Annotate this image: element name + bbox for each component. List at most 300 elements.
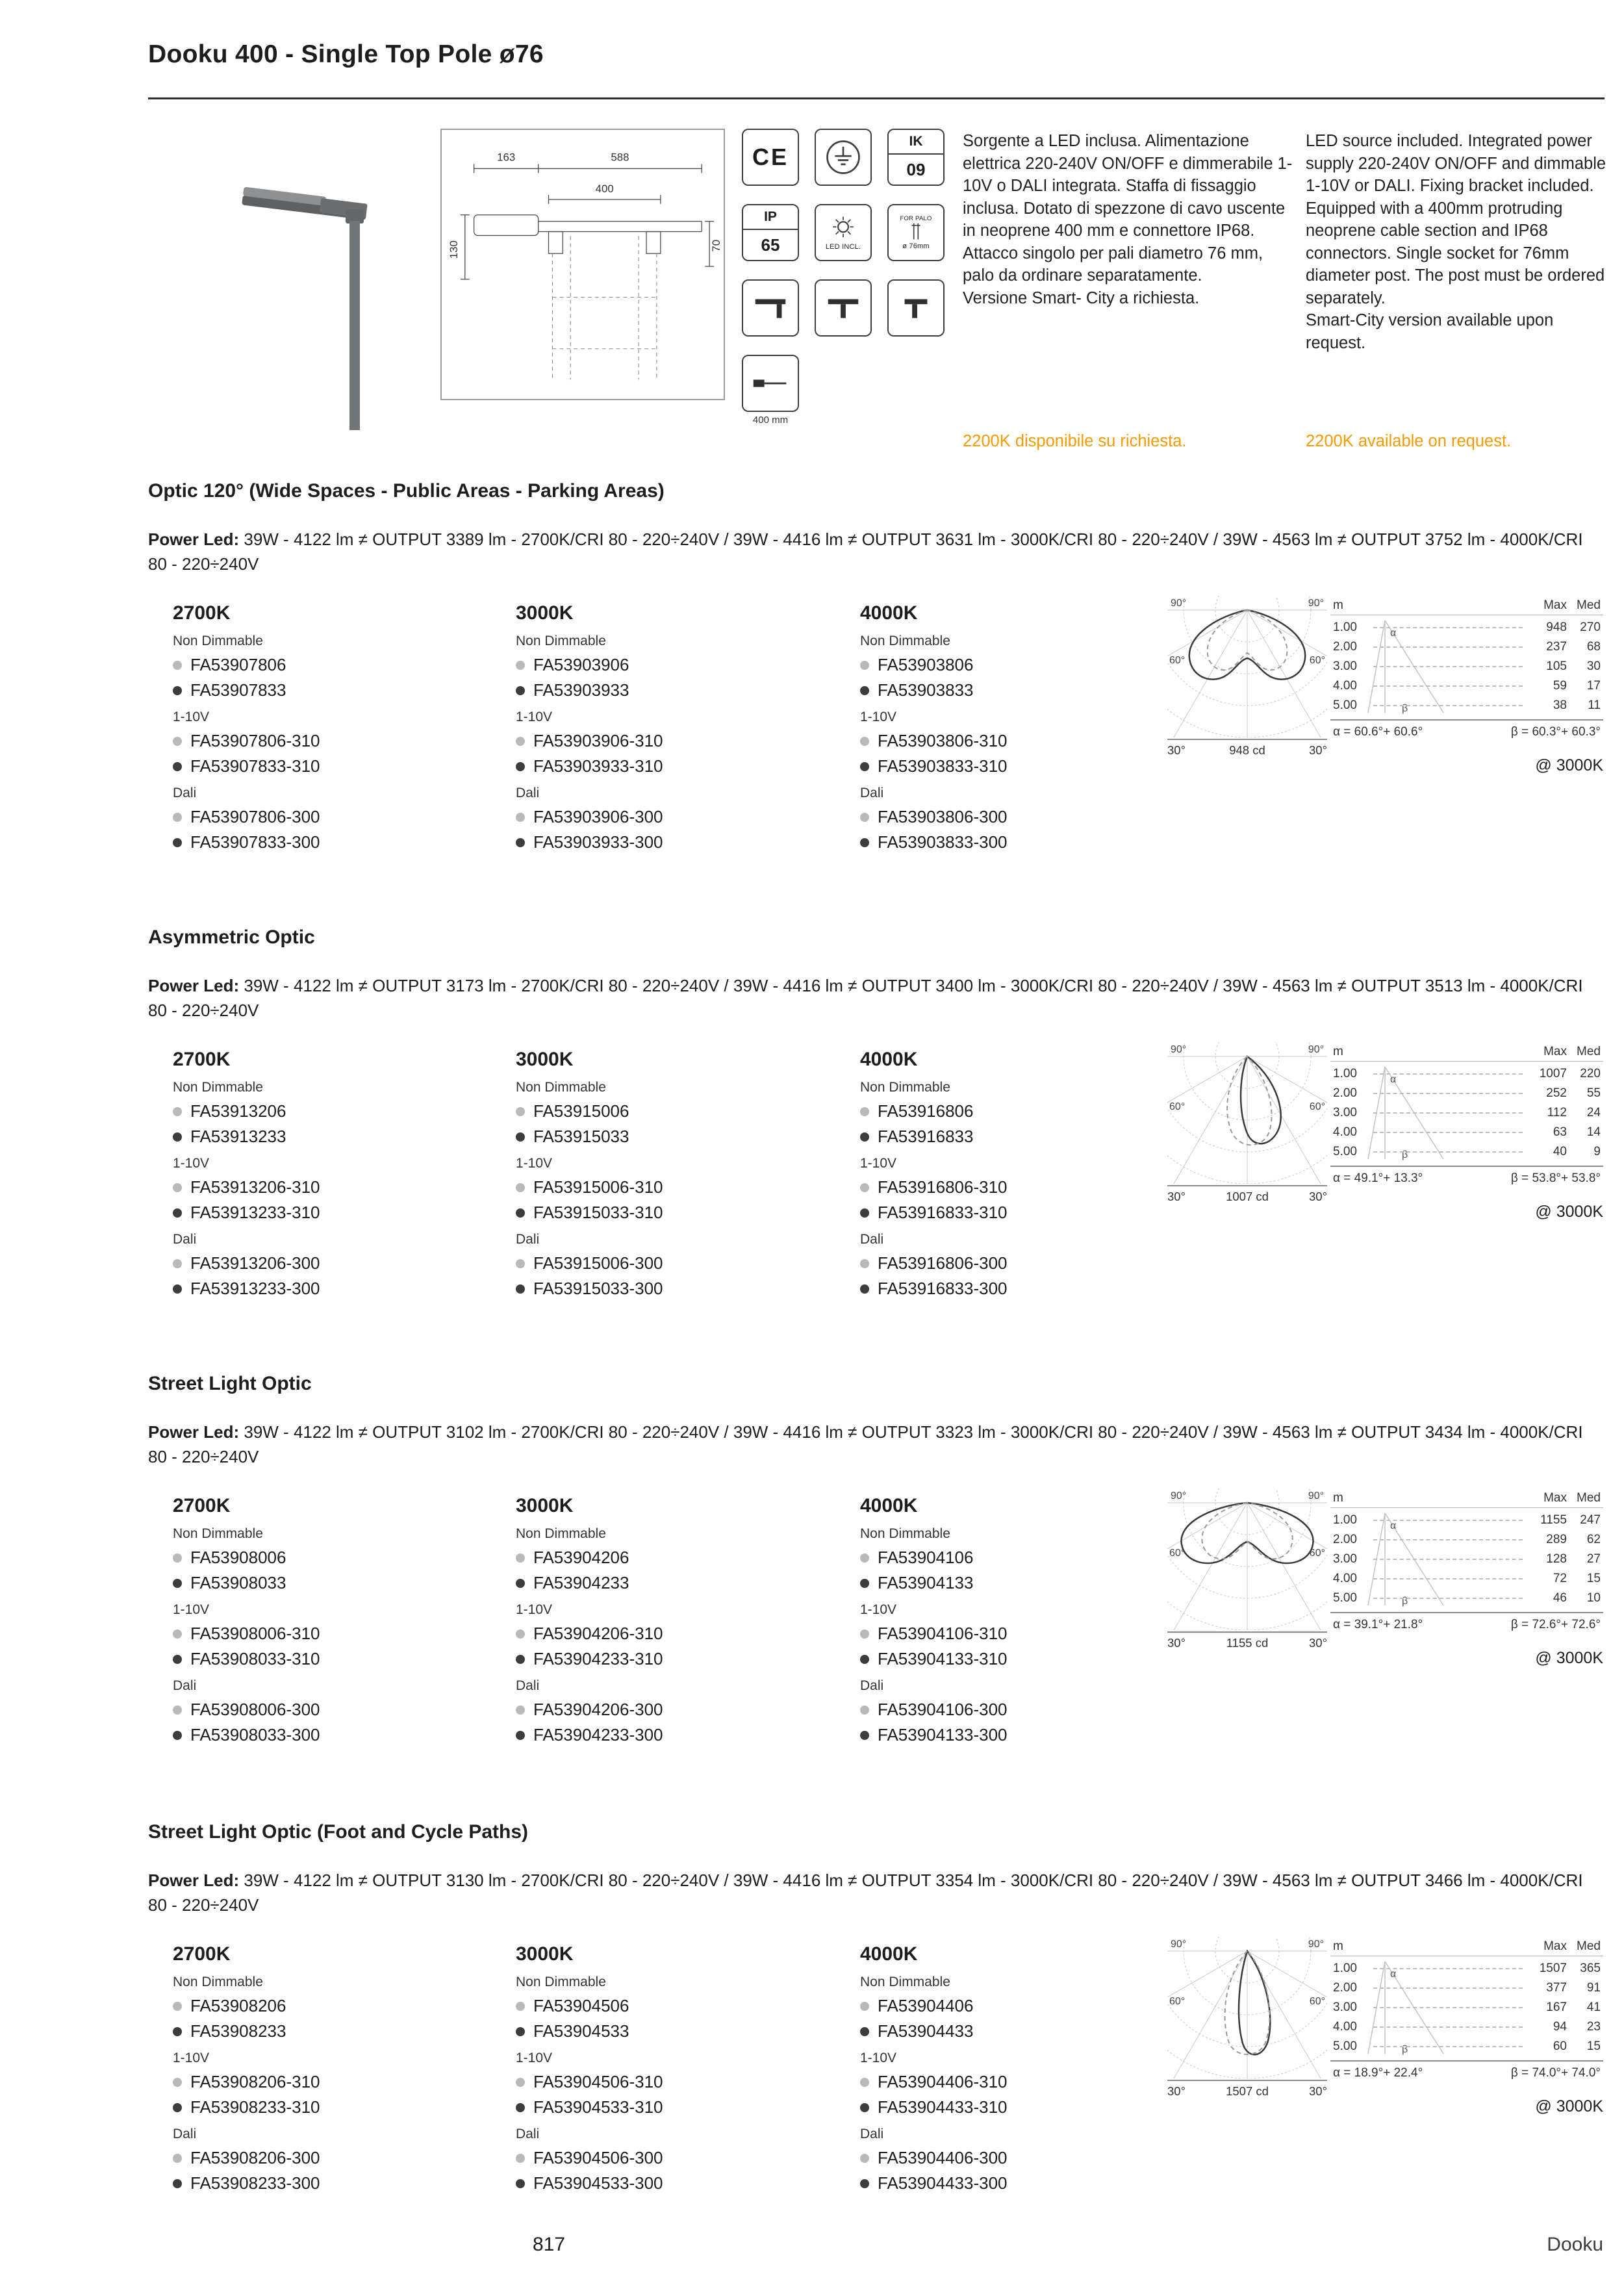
dimming-label: 1-10V: [860, 2050, 897, 2065]
product-row: [173, 2145, 504, 2171]
table-row: [1333, 1511, 1601, 1530]
distance-value: 5.00: [1333, 1591, 1357, 1605]
description-english: [1306, 130, 1607, 450]
finish-dot: [860, 1132, 869, 1142]
finish-dot: [173, 762, 182, 771]
table-rows: [1330, 1062, 1603, 1163]
angle-label: 90°: [1308, 1044, 1324, 1055]
temp-column: [516, 1943, 847, 2196]
finish-dot: [173, 838, 182, 847]
ik-rating: [887, 129, 945, 186]
photometry-block: [1167, 1488, 1606, 1813]
angle-label: 60°: [1169, 1548, 1186, 1559]
product-row: [173, 1545, 504, 1570]
dim-height: 130: [447, 240, 460, 259]
angle-label: 60°: [1169, 1996, 1186, 2007]
product-row: [173, 1124, 504, 1149]
table-row: [1333, 657, 1601, 676]
med-value: 91: [1586, 1981, 1601, 1995]
alpha-symbol: α: [1390, 1074, 1397, 1085]
dimming-label: 1-10V: [516, 1156, 553, 1171]
product-code: FA53904106: [878, 1548, 974, 1567]
dimming-label: Dali: [173, 1232, 197, 1247]
col-m: m: [1333, 1939, 1343, 1953]
product-row: [516, 754, 847, 779]
product-row: [860, 1200, 1191, 1225]
temp-header: 4000K: [860, 1943, 918, 1965]
finish-dot: [516, 1731, 525, 1740]
candela-strip: [1167, 1185, 1327, 1204]
product-list: [860, 1545, 1191, 1596]
finish-dot: [516, 838, 525, 847]
product-list: [516, 2145, 847, 2196]
table-row: [1333, 1530, 1601, 1550]
product-row: [860, 1722, 1191, 1748]
illuminance-table: [1330, 596, 1603, 775]
product-list: [173, 804, 504, 855]
max-value: 60: [1553, 2039, 1567, 2053]
finish-dot: [173, 1259, 182, 1268]
product-code: FA53903806-310: [878, 731, 1008, 750]
polar-chart-svg: [1167, 1937, 1327, 2078]
angle-label: 60°: [1309, 1101, 1325, 1112]
product-code: FA53908206-300: [190, 2148, 320, 2167]
angle-label: 90°: [1171, 1044, 1187, 1055]
med-value: 247: [1580, 1513, 1601, 1527]
product-row: [860, 1124, 1191, 1149]
product-code: FA53903933-310: [533, 756, 663, 776]
angle-label: 90°: [1308, 598, 1324, 609]
distance-value: 4.00: [1333, 679, 1357, 693]
power-led-specs: 39W - 4122 lm ≠ OUTPUT 3130 lm - 2700K/CRI 80 - 220÷240V / 39W - 4416 lm ≠ OUTPUT 3354 lm - 3000K/CRI 80 - 220÷240V / 39W - 4563 lm ≠ OUTPUT 3466 lm - 4000K/CRI 80 - 220÷240V: [148, 1871, 1583, 1915]
product-row: [173, 2171, 504, 2196]
alpha-symbol: α: [1390, 1520, 1397, 1531]
finish-dot: [516, 1259, 525, 1268]
product-code: FA53903833: [878, 680, 974, 700]
product-code: FA53908233: [190, 2021, 286, 2041]
description-text-it: Sorgente a LED inclusa. Alimentazione elettrica 220-240V ON/OFF e dimmerabile 1-10V o DALI integrata. Staffa di fissaggio inclusa. Dotato di spezzone di cavo uscente in neoprene 400 mm e connettore IP68. Attacco singolo per pali diametro 76 mm, palo da ordinare separatamente.: [963, 132, 1293, 285]
product-row: [173, 1697, 504, 1722]
finish-dot: [173, 1655, 182, 1664]
product-code: FA53904406-300: [878, 2148, 1008, 2167]
max-value: 1007: [1539, 1067, 1567, 1080]
product-list: [516, 1175, 847, 1225]
product-code: FA53908033-310: [190, 1649, 320, 1668]
table-row: [1333, 618, 1601, 637]
ip-label: IP: [743, 205, 798, 230]
product-row: [173, 652, 504, 678]
product-row: [173, 754, 504, 779]
dimming-label: 1-10V: [860, 709, 897, 724]
max-value: 237: [1546, 640, 1567, 654]
pole-symbol-svg: [905, 222, 927, 240]
max-value: 40: [1553, 1145, 1567, 1158]
max-value: 59: [1553, 679, 1567, 693]
product-list: [173, 2145, 504, 2196]
finish-dot: [860, 686, 869, 695]
product-code: FA53915033: [533, 1127, 629, 1146]
product-code: FA53904106-310: [878, 1624, 1008, 1643]
product-row: [516, 830, 847, 855]
dash-line: [1373, 1559, 1523, 1560]
dash-line: [1373, 705, 1523, 706]
ground-symbol-svg: [824, 138, 862, 176]
dimming-label: Non Dimmable: [516, 1974, 606, 1989]
angle-label: 90°: [1171, 1490, 1187, 1501]
finish-dot: [860, 1183, 869, 1192]
product-list: [173, 1697, 504, 1748]
product-code: FA53915033-310: [533, 1203, 663, 1222]
finish-dot: [860, 813, 869, 822]
power-led-specs: 39W - 4122 lm ≠ OUTPUT 3102 lm - 2700K/CRI 80 - 220÷240V / 39W - 4416 lm ≠ OUTPUT 3323 lm - 3000K/CRI 80 - 220÷240V / 39W - 4563 lm ≠ OUTPUT 3434 lm - 4000K/CRI 80 - 220÷240V: [148, 1422, 1583, 1466]
product-list: [173, 728, 504, 779]
dash-line: [1373, 2007, 1523, 2008]
product-code: FA53903906: [533, 655, 629, 674]
finish-dot: [860, 1706, 869, 1715]
temp-column: [860, 1943, 1191, 2196]
product-code: FA53904133-310: [878, 1649, 1008, 1668]
product-list: [860, 1175, 1191, 1225]
product-row: [860, 2069, 1191, 2095]
angle-label: 30°: [1167, 2084, 1186, 2098]
col-med: Med: [1577, 1490, 1601, 1505]
angle-label: 30°: [1309, 1636, 1327, 1650]
table-header: [1330, 596, 1603, 615]
table-header: [1330, 1488, 1603, 1508]
product-code: FA53908206: [190, 1996, 286, 2015]
finish-dot: [516, 2002, 525, 2011]
finish-dot: [860, 1731, 869, 1740]
product-row: [516, 1621, 847, 1646]
distance-value: 1.00: [1333, 1067, 1357, 1080]
product-row: [173, 728, 504, 754]
product-row: [173, 1251, 504, 1276]
product-row: [860, 1697, 1191, 1722]
dimming-label: Non Dimmable: [860, 1080, 950, 1095]
product-list: [173, 1993, 504, 2044]
table-row: [1333, 1123, 1601, 1142]
table-row: [1333, 1589, 1601, 1608]
finish-dot: [516, 686, 525, 695]
dimming-label: Non Dimmable: [860, 1974, 950, 1989]
product-list: [173, 652, 504, 703]
product-list: [860, 1099, 1191, 1149]
beta-value: β = 60.3°+ 60.3°: [1510, 725, 1601, 739]
dimming-label: Non Dimmable: [516, 1080, 606, 1095]
temp-column: [173, 1049, 504, 1301]
finish-dot: [516, 2027, 525, 2036]
product-row: [860, 1646, 1191, 1672]
product-photo: [208, 164, 429, 437]
dimming-label: Non Dimmable: [516, 1526, 606, 1541]
med-value: 27: [1586, 1552, 1601, 1566]
product-row: [516, 1200, 847, 1225]
dimming-label: Dali: [173, 786, 197, 800]
distance-value: 1.00: [1333, 1513, 1357, 1527]
polar-grid: [1167, 1042, 1327, 1184]
power-led-label: Power Led:: [148, 1871, 240, 1890]
finish-dot: [516, 1629, 525, 1639]
footer-brand: Dooku: [1547, 2234, 1603, 2255]
finish-dot: [860, 1107, 869, 1116]
temp-header: 4000K: [860, 602, 918, 624]
distance-value: 1.00: [1333, 1961, 1357, 1975]
dash-line: [1373, 1598, 1523, 1599]
product-list: [860, 1993, 1191, 2044]
product-row: [173, 1646, 504, 1672]
product-code: FA53907833-300: [190, 832, 320, 852]
dim-head: 163: [497, 151, 516, 164]
product-code: FA53903833-310: [878, 756, 1008, 776]
product-code: FA53908006-300: [190, 1700, 320, 1719]
finish-dot: [860, 2154, 869, 2163]
finish-dot: [173, 1579, 182, 1588]
angle-label: 30°: [1309, 743, 1327, 757]
angle-label: 90°: [1171, 598, 1187, 609]
note-2200k-en: 2200K available on request.: [1306, 432, 1512, 450]
mount-option-c-icon: [887, 279, 945, 337]
max-value: 1507: [1539, 1961, 1567, 1975]
product-row: [516, 1545, 847, 1570]
product-code: FA53907806-300: [190, 807, 320, 826]
product-code: FA53916833-300: [878, 1279, 1008, 1298]
product-list: [516, 2069, 847, 2120]
finish-dot: [516, 2154, 525, 2163]
col-max: Max: [1543, 1939, 1567, 1953]
temp-note: @ 3000K: [1535, 756, 1603, 774]
distance-value: 5.00: [1333, 698, 1357, 712]
illuminance-table: [1330, 1937, 1603, 2116]
product-row: [173, 804, 504, 830]
med-value: 220: [1580, 1067, 1601, 1080]
beta-value: β = 53.8°+ 53.8°: [1510, 1171, 1601, 1185]
product-list: [173, 1621, 504, 1672]
product-code: FA53915006: [533, 1101, 629, 1121]
beam-angles: [1330, 2060, 1603, 2080]
product-row: [516, 804, 847, 830]
temp-header: 2700K: [173, 1495, 231, 1516]
section-title: Optic 120° (Wide Spaces - Public Areas - Parking Areas): [148, 480, 665, 502]
dim-pole: 70: [709, 239, 722, 252]
dimming-label: Dali: [173, 1678, 197, 1693]
dash-line: [1373, 1132, 1523, 1133]
col-med: Med: [1577, 1044, 1601, 1058]
product-row: [860, 728, 1191, 754]
finish-dot: [173, 2103, 182, 2112]
dash-line: [1373, 1073, 1523, 1075]
max-value: 128: [1546, 1552, 1567, 1566]
finish-dot: [516, 813, 525, 822]
angle-label: 60°: [1169, 655, 1186, 666]
ce-mark-icon: [742, 129, 799, 186]
temp-header: 4000K: [860, 1049, 918, 1070]
med-value: 11: [1588, 698, 1601, 712]
finish-dot: [173, 1132, 182, 1142]
alpha-value: α = 39.1°+ 21.8°: [1333, 1618, 1423, 1631]
finish-dot: [173, 1731, 182, 1740]
product-row: [173, 1175, 504, 1200]
product-code: FA53913233-300: [190, 1279, 320, 1298]
product-code: FA53913206-300: [190, 1253, 320, 1273]
max-value: 377: [1546, 1981, 1567, 1995]
finish-dot: [516, 2078, 525, 2087]
product-code: FA53904233-300: [533, 1725, 663, 1744]
section-asymmetric-optic: [148, 926, 1606, 1373]
product-row: [860, 678, 1191, 703]
product-row: [860, 2095, 1191, 2120]
for-pole-label: FOR PALO: [900, 215, 932, 222]
product-row: [860, 1099, 1191, 1124]
temp-note: @ 3000K: [1535, 2097, 1603, 2115]
dimming-label: 1-10V: [860, 1156, 897, 1171]
distance-value: 2.00: [1333, 1981, 1357, 1995]
product-row: [860, 2145, 1191, 2171]
med-value: 15: [1586, 1572, 1601, 1585]
product-code: FA53907806-310: [190, 731, 320, 750]
product-list: [516, 1621, 847, 1672]
candela-value: 1155 cd: [1226, 1636, 1269, 1650]
angle-label: 90°: [1308, 1490, 1324, 1501]
photometry-block: [1167, 1937, 1606, 2262]
max-value: 105: [1546, 659, 1567, 673]
beam-curve-c0: [1239, 1951, 1270, 2054]
temp-column: [860, 602, 1191, 855]
product-code: FA53903933-300: [533, 832, 663, 852]
finish-dot: [173, 737, 182, 746]
dimming-label: 1-10V: [173, 709, 210, 724]
product-list: [860, 652, 1191, 703]
table-rows: [1330, 1956, 1603, 2058]
product-row: [516, 2095, 847, 2120]
led-included-label: LED INCL.: [825, 242, 861, 251]
beam-angles: [1330, 719, 1603, 739]
med-value: 30: [1586, 659, 1601, 673]
product-row: [516, 1570, 847, 1596]
dash-line: [1373, 1151, 1523, 1153]
finish-dot: [173, 1706, 182, 1715]
product-row: [516, 2069, 847, 2095]
product-code: FA53903906-300: [533, 807, 663, 826]
power-led-specs: 39W - 4122 lm ≠ OUTPUT 3173 lm - 2700K/CRI 80 - 220÷240V / 39W - 4416 lm ≠ OUTPUT 3400 lm - 3000K/CRI 80 - 220÷240V / 39W - 4563 lm ≠ OUTPUT 3513 lm - 4000K/CRI 80 - 220÷240V: [148, 976, 1583, 1020]
dash-line: [1373, 1539, 1523, 1540]
finish-dot: [860, 2103, 869, 2112]
med-value: 10: [1586, 1591, 1601, 1605]
product-code: FA53916806-300: [878, 1253, 1008, 1273]
finish-dot: [516, 1553, 525, 1563]
product-code: FA53904506-300: [533, 2148, 663, 2167]
max-value: 252: [1546, 1086, 1567, 1100]
finish-dot: [516, 1284, 525, 1294]
pole-diameter-value: ø 76mm: [902, 242, 930, 250]
med-value: 24: [1586, 1106, 1601, 1119]
product-code: FA53904206-310: [533, 1624, 663, 1643]
temp-header: 3000K: [516, 1943, 574, 1965]
led-included-icon: [815, 204, 872, 261]
finish-dot: [860, 661, 869, 670]
dim-body: 400: [595, 183, 614, 196]
angle-label: 60°: [1169, 1101, 1186, 1112]
product-row: [173, 1276, 504, 1301]
led-symbol-svg: [825, 215, 861, 241]
product-list: [173, 1251, 504, 1301]
finish-dot: [516, 2179, 525, 2188]
col-max: Max: [1543, 1044, 1567, 1058]
med-value: 55: [1586, 1086, 1601, 1100]
distance-value: 5.00: [1333, 2039, 1357, 2053]
product-code: FA53913206: [190, 1101, 286, 1121]
med-value: 62: [1586, 1533, 1601, 1546]
section-title: Asymmetric Optic: [148, 926, 315, 948]
col-m: m: [1333, 1044, 1343, 1058]
product-code: FA53904433-300: [878, 2173, 1008, 2193]
angle-label: 90°: [1308, 1939, 1324, 1950]
max-value: 72: [1553, 1572, 1567, 1585]
certification-icons: [742, 129, 963, 426]
dimming-label: Non Dimmable: [860, 1526, 950, 1541]
dash-line: [1373, 1093, 1523, 1094]
table-row: [1333, 1978, 1601, 1998]
power-led-label: Power Led:: [148, 976, 240, 995]
max-value: 167: [1546, 2000, 1567, 2014]
product-row: [516, 1697, 847, 1722]
product-row: [173, 1722, 504, 1748]
title-rule: [148, 97, 1605, 99]
angle-label: 30°: [1309, 2084, 1327, 2098]
finish-dot: [173, 1284, 182, 1294]
dimming-label: Non Dimmable: [173, 1526, 263, 1541]
table-row: [1333, 676, 1601, 696]
candela-value: 948 cd: [1229, 743, 1265, 757]
product-code: FA53904433: [878, 2021, 974, 2041]
finish-dot: [860, 1208, 869, 1218]
product-row: [173, 1570, 504, 1596]
product-list: [173, 1545, 504, 1596]
product-code: FA53904106-300: [878, 1700, 1008, 1719]
table-rows: [1330, 1508, 1603, 1609]
dash-line: [1373, 2046, 1523, 2047]
section-street-light-optic-foot-cycle: [148, 1821, 1606, 2268]
med-value: 41: [1586, 2000, 1601, 2014]
product-row: [860, 652, 1191, 678]
photometry-block: [1167, 1042, 1606, 1367]
product-row: [860, 2171, 1191, 2196]
candela-strip: [1167, 739, 1327, 758]
product-row: [516, 2171, 847, 2196]
product-code: FA53904133: [878, 1573, 974, 1592]
beta-value: β = 72.6°+ 72.6°: [1510, 1618, 1601, 1631]
cable-symbol: [742, 355, 799, 412]
page-number: 817: [532, 2234, 566, 2255]
product-code: FA53904406-310: [878, 2072, 1008, 2091]
product-code: FA53908006-310: [190, 1624, 320, 1643]
med-value: 17: [1586, 679, 1601, 693]
product-list: [860, 728, 1191, 779]
finish-dot: [173, 2154, 182, 2163]
finish-dot: [516, 1107, 525, 1116]
cable-svg: [751, 376, 790, 391]
dimming-label: Non Dimmable: [173, 1974, 263, 1989]
product-code: FA53903806: [878, 655, 974, 674]
finish-dot: [173, 2078, 182, 2087]
max-value: 289: [1546, 1533, 1567, 1546]
finish-dot: [516, 1208, 525, 1218]
table-row: [1333, 2037, 1601, 2056]
product-code: FA53913233: [190, 1127, 286, 1146]
dash-line: [1373, 1520, 1523, 1521]
temp-note: @ 3000K: [1535, 1649, 1603, 1667]
product-code: FA53904206: [533, 1548, 629, 1567]
beta-symbol: β: [1402, 2044, 1408, 2055]
